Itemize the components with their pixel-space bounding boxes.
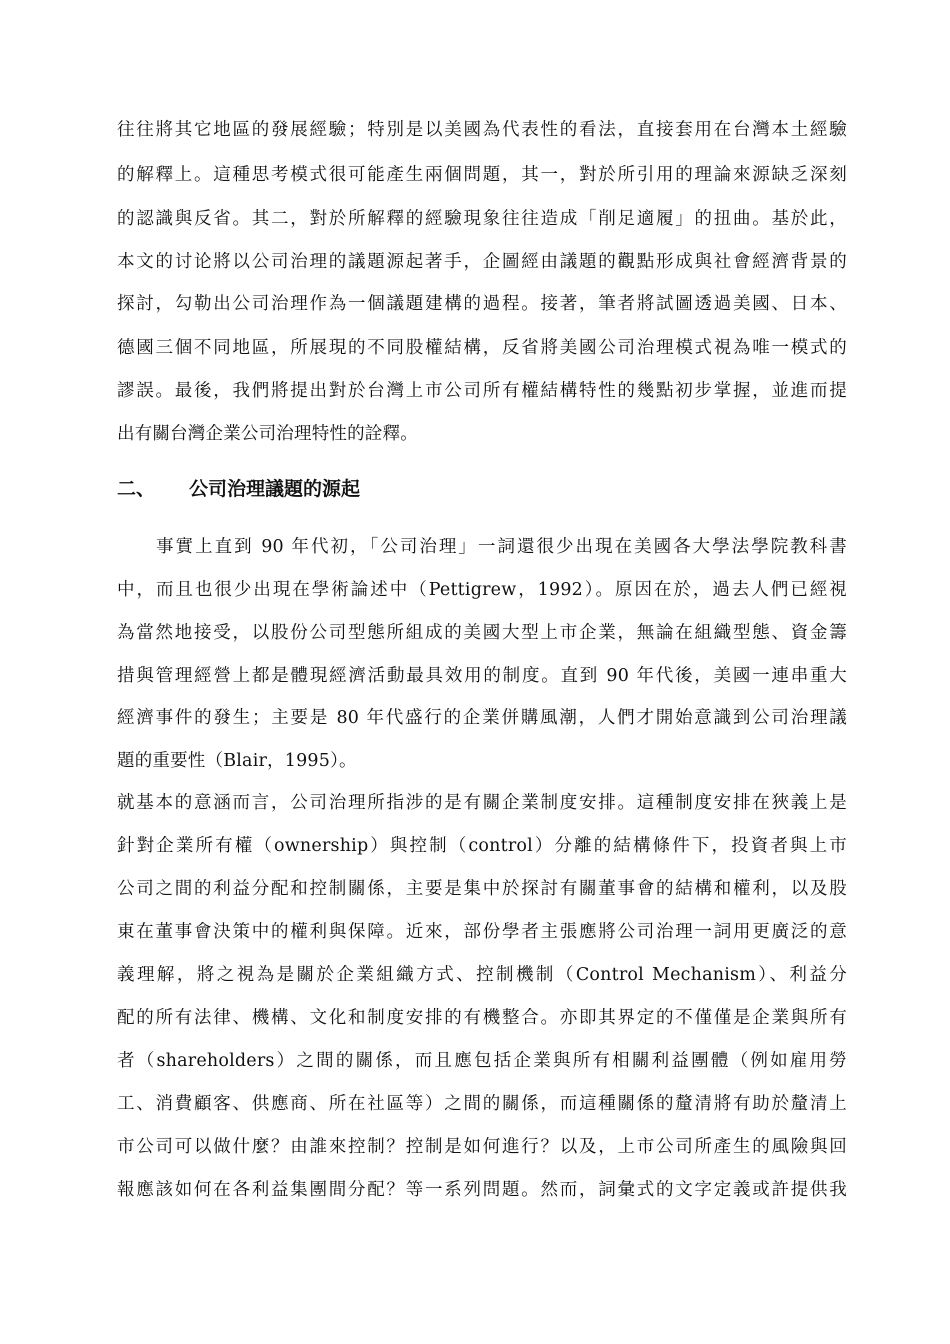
text-line: 東在董事會決策中的權利與保障。近來，部份學者主張應將公司治理一詞用更廣泛的意 [117,922,847,942]
text-line: 本文的讨论將以公司治理的議題源起著手，企圖經由議題的觀點形成與社會經濟背景的 [117,252,847,272]
text-line: 為當然地接受，以股份公司型態所組成的美國大型上市企業，無論在組織型態、資金籌 [117,623,847,643]
text-line: 往往將其它地區的發展經驗；特別是以美國為代表性的看法，直接套用在台灣本土經驗 [117,120,847,140]
text-line: 的認識與反省。其二，對於所解釋的經驗現象往往造成「削足適履」的扭曲。基於此， [117,209,847,229]
text-line: 措與管理經營上都是體現經濟活動最具效用的制度。直到 90 年代後，美國一連串重大 [117,666,847,686]
text-line: 工、消費顧客、供應商、所在社區等）之間的關係，而這種關係的釐清將有助於釐清上 [117,1094,847,1114]
section-title: 公司治理議題的源起 [189,478,361,500]
text-line: 針對企業所有權（ownership）與控制（control）分離的結構條件下，投資者與上市 [117,836,847,856]
section-number: 二、 [117,478,156,500]
text-line: 謬誤。最後，我們將提出對於台灣上市公司所有權結構特性的幾點初步掌握，並進而提 [117,381,847,401]
text-line: 配的所有法律、機構、文化和制度安排的有機整合。亦即其界定的不僅僅是企業與所有 [117,1008,847,1028]
text-line: 就基本的意涵而言，公司治理所指涉的是有關企業制度安排。這種制度安排在狹義上是 [117,793,847,813]
section-heading [117,476,360,502]
text-line: 經濟事件的發生；主要是 80 年代盛行的企業併購風潮，人們才開始意識到公司治理議 [117,708,847,728]
text-line: 中，而且也很少出現在學術論述中（Pettigrew，1992）。原因在於，過去人們已經視 [117,580,847,600]
text-line: 市公司可以做什麼？由誰來控制？控制是如何進行？以及，上市公司所產生的風險與回 [117,1137,847,1157]
text-line: 義理解，將之視為是關於企業組織方式、控制機制（Control Mechanism）、利益分 [117,965,847,985]
text-line: 探討，勾勒出公司治理作為一個議題建構的過程。接著，筆者將試圖透過美國、日本、 [117,294,847,314]
text-line: 事實上直到 90 年代初，「公司治理」一詞還很少出現在美國各大學法學院教科書 [117,537,847,557]
text-line: 的解釋上。這種思考模式很可能產生兩個問題，其一，對於所引用的理論來源缺乏深刻 [117,165,847,185]
text-line: 出有關台灣企業公司治理特性的詮釋。 [117,424,418,444]
text-line: 題的重要性（Blair，1995）。 [117,751,357,771]
text-line: 者（shareholders）之間的關係，而且應包括企業與所有相關利益團體（例如雇用勞 [117,1051,847,1071]
text-line: 公司之間的利益分配和控制關係，主要是集中於探討有關董事會的結構和權利，以及股 [117,879,847,899]
text-line: 德國三個不同地區，所展現的不同股權結構，反省將美國公司治理模式視為唯一模式的 [117,338,847,358]
text-line: 報應該如何在各利益集團間分配？等一系列問題。然而，詞彙式的文字定義或許提供我 [117,1180,847,1200]
